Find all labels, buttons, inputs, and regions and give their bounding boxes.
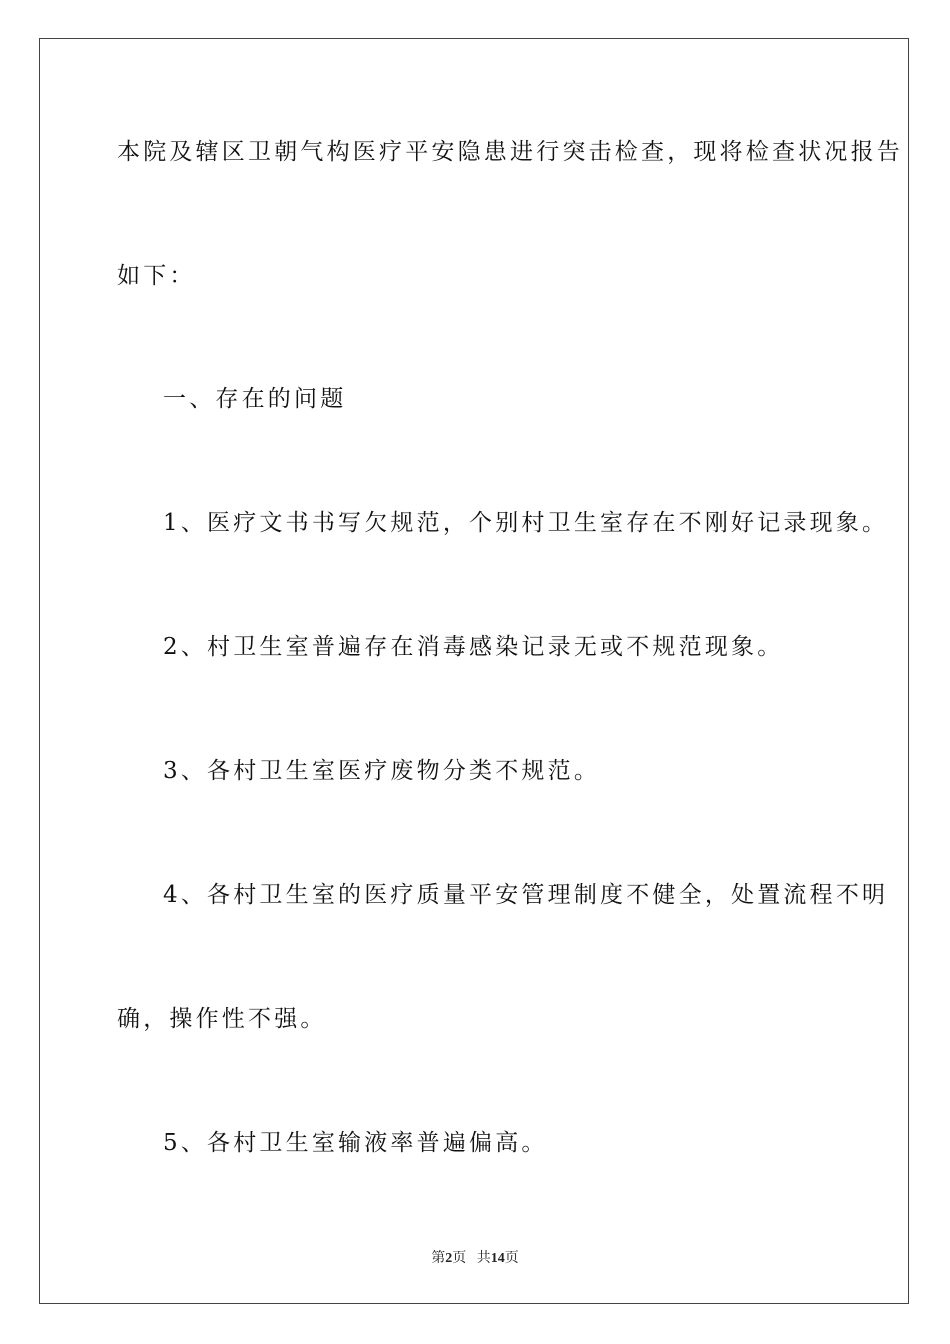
total-prefix: 共 (476, 1251, 491, 1266)
section-heading: 一、存在的问题 (163, 386, 347, 412)
page-suffix: 页 (452, 1251, 467, 1266)
list-item-5: 5、各村卫生室输液率普遍偏高。 (163, 1130, 548, 1156)
list-item-4: 4、各村卫生室的医疗质量平安管理制度不健全，处置流程不明 (163, 882, 889, 908)
total-suffix: 页 (504, 1251, 519, 1266)
list-item-2: 2、村卫生室普遍存在消毒感染记录无或不规范现象。 (163, 634, 784, 660)
page-prefix: 第 (431, 1251, 446, 1266)
page-border (39, 38, 909, 1304)
page-number: 2 (445, 1251, 453, 1266)
total-pages: 14 (490, 1251, 505, 1266)
paragraph-line-1: 本院及辖区卫朝气构医疗平安隐患进行突击检查，现将检查状况报告 (117, 139, 903, 165)
list-item-3: 3、各村卫生室医疗废物分类不规范。 (163, 758, 601, 784)
list-item-4-continued: 确，操作性不强。 (117, 1006, 327, 1032)
page-footer (0, 1247, 950, 1267)
list-item-1: 1、医疗文书书写欠规范，个别村卫生室存在不刚好记录现象。 (163, 510, 889, 536)
paragraph-line-2: 如下： (117, 263, 196, 289)
